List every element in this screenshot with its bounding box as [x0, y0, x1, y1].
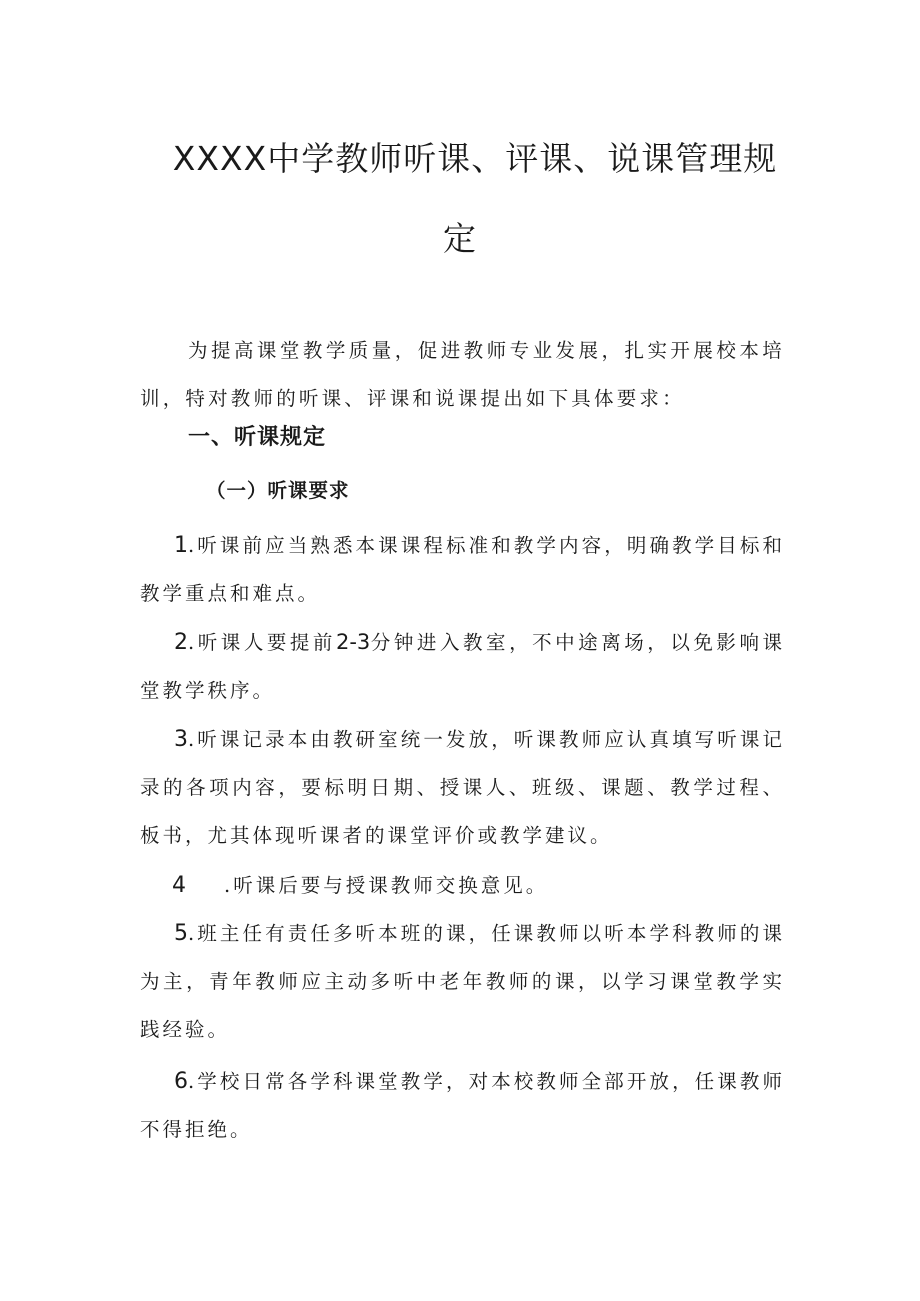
list-item-text: .听课记录本由教研室统一发放，听课教师应认真填写听课记录的各项内容，要标明日期、授课人、班级、课题、教学过程、板书，尤其体现听课者的课堂评价或教学建议。 — [140, 728, 785, 847]
list-item-number: 5 — [174, 921, 188, 946]
list-item — [140, 618, 785, 715]
list-item-text-before: .听课人要提前 — [188, 631, 336, 654]
list-item — [140, 716, 785, 860]
section-heading-listening-rules: 一、听课规定 — [188, 425, 327, 450]
list-item-number: 4 — [172, 873, 186, 898]
list-item-text: .听课后要与授课教师交换意见。 — [224, 874, 549, 897]
subsection-heading-listening-requirements: （一）听课要求 — [206, 479, 350, 502]
list-item-text: .班主任有责任多听本班的课，任课教师以听本学科教师的课为主，青年教师应主动多听中老年教师的课，以学习课堂教学实践经验。 — [140, 922, 785, 1041]
list-item-number: 1 — [174, 533, 188, 558]
list-item — [140, 522, 785, 618]
list-item-text: .学校日常各学科课堂教学，对本校教师全部开放，任课教师不得拒绝。 — [140, 1070, 785, 1141]
list-item-number: 6 — [174, 1069, 188, 1094]
document-title-line-2: 定 — [443, 219, 477, 258]
list-item-number: 3 — [174, 727, 188, 752]
list-item — [140, 862, 785, 910]
list-item-number: 2 — [174, 630, 188, 655]
list-item — [140, 1058, 785, 1154]
list-item-text-after: 分钟进入教室，不中途离场，以免影响课堂教学秩序。 — [140, 631, 785, 702]
document-title-line-1: XXXX中学教师听课、评课、说课管理规 — [172, 139, 778, 178]
list-item — [140, 910, 785, 1054]
intro-paragraph: 为提高课堂教学质量，促进教师专业发展，扎实开展校本培训，特对教师的听课、评课和说课提出如下具体要求： — [140, 339, 785, 410]
list-item-text: .听课前应当熟悉本课课程标准和教学内容，明确教学目标和教学重点和难点。 — [140, 534, 785, 605]
list-item-time-range: 2-3 — [335, 630, 371, 654]
